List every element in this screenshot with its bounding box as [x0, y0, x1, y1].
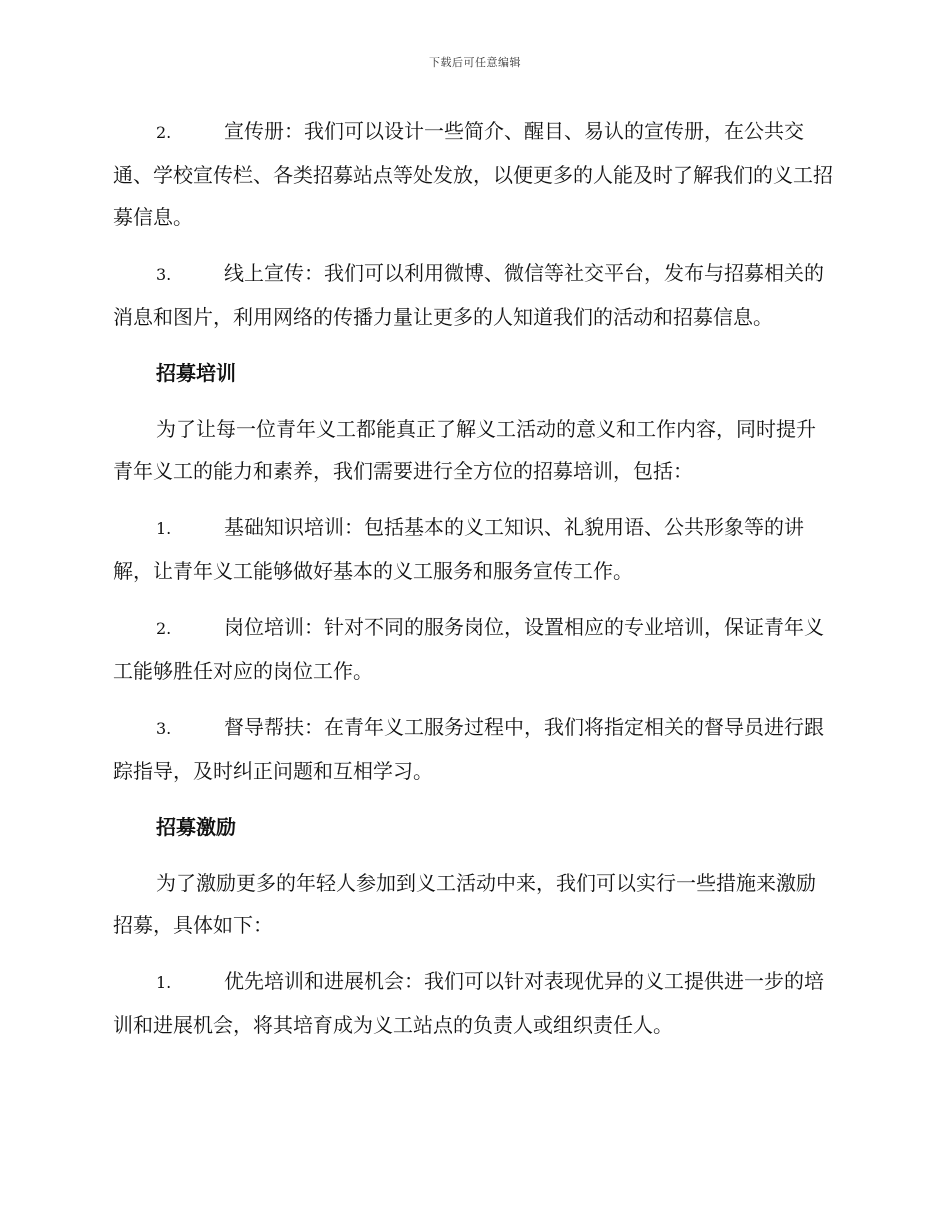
list-item-number: 2. [156, 123, 172, 142]
list-item-incentive-1 [113, 960, 835, 1046]
list-item-text: 优先培训和进展机会：我们可以针对表现优异的义工提供进一步的培训和进展机会，将其培育成为义工站点的负责人或组织责任人。 [113, 969, 824, 1037]
list-item-promo-3 [113, 252, 835, 338]
section-heading-incentive: 招募激励 [156, 815, 236, 839]
paragraph-training-intro: 为了让每一位青年义工都能真正了解义工活动的意义和工作内容，同时提升青年义工的能力和素养，我们需要进行全方位的招募培训，包括： [113, 417, 816, 483]
list-item-text: 岗位培训：针对不同的服务岗位，设置相应的专业培训，保证青年义工能够胜任对应的岗位工作。 [113, 615, 824, 683]
list-item-text: 线上宣传：我们可以利用微博、微信等社交平台，发布与招募相关的消息和图片，利用网络的传播力量让更多的人知道我们的活动和招募信息。 [113, 261, 824, 329]
list-item-text: 督导帮扶：在青年义工服务过程中，我们将指定相关的督导员进行跟踪指导，及时纠正问题和互相学习。 [113, 715, 824, 783]
list-item-training-3 [113, 706, 835, 792]
list-item-number: 2. [156, 619, 172, 638]
section-heading-training: 招募培训 [156, 361, 236, 385]
list-item-number: 1. [156, 973, 172, 992]
list-item-text: 基础知识培训：包括基本的义工知识、礼貌用语、公共形象等的讲解，让青年义工能够做好基本的义工服务和服务宣传工作。 [113, 515, 804, 583]
list-item-number: 3. [156, 719, 172, 738]
list-item-training-1 [113, 506, 835, 592]
paragraph-incentive-intro: 为了激励更多的年轻人参加到义工活动中来，我们可以实行一些措施来激励招募，具体如下： [113, 871, 816, 937]
list-item-promo-2 [113, 110, 835, 238]
page-header: 下载后可任意编辑 [429, 56, 521, 69]
document-body [113, 110, 835, 1060]
list-item-text: 宣传册：我们可以设计一些简介、醒目、易认的宣传册，在公共交通、学校宣传栏、各类招募站点等处发放，以便更多的人能及时了解我们的义工招募信息。 [113, 119, 833, 229]
list-item-training-2 [113, 606, 835, 692]
list-item-number: 3. [156, 265, 172, 284]
list-item-number: 1. [156, 519, 172, 538]
